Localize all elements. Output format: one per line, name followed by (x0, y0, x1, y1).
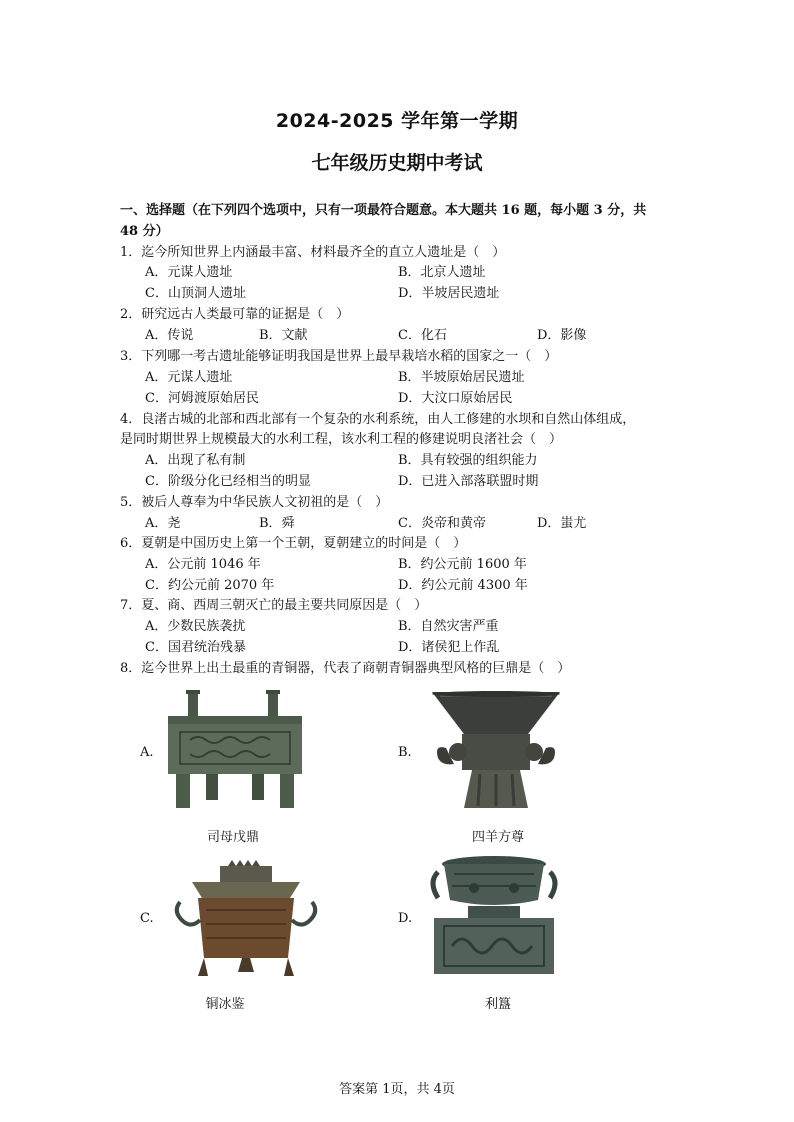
q7-option-a: A．少数民族袭扰 (145, 619, 246, 634)
question-1-stem: 1．迄今所知世界上内涵最丰富、材料最齐全的直立人遗址是（ ） (120, 245, 506, 260)
q1-option-b: B．北京人遗址 (398, 265, 486, 280)
q6-option-d: D．约公元前 4300 年 (398, 578, 528, 593)
q3-option-c: C．河姆渡原始居民 (145, 391, 259, 406)
q3-option-b: B．半坡原始居民遗址 (398, 370, 525, 385)
q8-caption-a: 司母戊鼎 (206, 830, 259, 845)
q7-option-d: D．诸侯犯上作乱 (398, 640, 500, 655)
q2-option-c: C．化石 (398, 328, 447, 343)
section-heading-line2: 48 分） (120, 224, 169, 239)
q2-option-b: B．文献 (259, 328, 308, 343)
bronze-jian-icon (170, 858, 322, 986)
q1-option-c: C．山顶洞人遗址 (145, 286, 246, 301)
page-title: 2024-2025 学年第一学期 (275, 110, 519, 132)
q6-option-c: C．约公元前 2070 年 (145, 578, 275, 593)
q1-option-d: D．半坡居民遗址 (398, 286, 500, 301)
question-2-stem: 2．研究远古人类最可靠的证据是（ ） (120, 307, 350, 322)
q4-option-a: A．出现了私有制 (145, 453, 246, 468)
q4-option-b: B．具有较强的组织能力 (398, 453, 538, 468)
q8-option-b-letter: B. (398, 745, 412, 760)
bronze-ding-icon (160, 688, 310, 816)
question-5-stem: 5．被后人尊奉为中华民族人文初祖的是（ ） (120, 495, 389, 510)
question-6-stem: 6．夏朝是中国历史上第一个王朝，夏朝建立的时间是（ ） (120, 536, 467, 551)
question-4-stem: 4．良渚古城的北部和西北部有一个复杂的水利系统，由人工修建的水坝和自然山体组成， (120, 412, 636, 427)
q6-option-a: A．公元前 1046 年 (145, 557, 261, 572)
q2-option-a: A．传说 (145, 328, 194, 343)
question-8-stem: 8．迄今世界上出土最重的青铜器，代表了商朝青铜器典型风格的巨鼎是（ ） (120, 661, 571, 676)
section-heading (120, 200, 680, 242)
page-subtitle: 七年级历史期中考试 (311, 152, 483, 174)
q8-option-c-letter: C. (140, 911, 154, 926)
bronze-gui-icon (428, 854, 566, 982)
q8-option-a-letter: A. (140, 745, 154, 760)
q3-option-d: D．大汶口原始居民 (398, 391, 513, 406)
section-heading-line1: 一、选择题（在下列四个选项中，只有一项最符合题意。本大题共 16 题，每小题 3 分，共 (120, 203, 647, 218)
question-4-stem-cont: 是同时期世界上规模最大的水利工程，该水利工程的修建说明良渚社会（ ） (120, 432, 563, 447)
q8-caption-d: 利簋 (484, 997, 511, 1012)
q8-caption-b: 四羊方尊 (471, 830, 524, 845)
bronze-zun-icon (428, 690, 564, 816)
q6-option-b: B．约公元前 1600 年 (398, 557, 527, 572)
q5-option-b: B．舜 (259, 516, 295, 531)
q7-option-c: C．国君统治残暴 (145, 640, 246, 655)
q8-caption-c: 铜冰鉴 (205, 997, 245, 1012)
question-3-stem: 3．下列哪一考古遗址能够证明我国是世界上最早栽培水稻的国家之一（ ） (120, 349, 558, 364)
q5-option-a: A．尧 (145, 516, 181, 531)
q2-option-d: D．影像 (537, 328, 587, 343)
q8-option-d-letter: D. (398, 911, 413, 926)
q3-option-a: A．元谋人遗址 (145, 370, 233, 385)
q4-option-d: D．已进入部落联盟时期 (398, 474, 539, 489)
q4-option-c: C．阶级分化已经相当的明显 (145, 474, 311, 489)
q7-option-b: B．自然灾害严重 (398, 619, 499, 634)
q1-option-a: A．元谋人遗址 (145, 265, 233, 280)
question-7-stem: 7．夏、商、西周三朝灭亡的最主要共同原因是（ ） (120, 598, 428, 613)
q5-option-c: C．炎帝和黄帝 (398, 516, 486, 531)
q5-option-d: D．蚩尤 (537, 516, 587, 531)
page-footer: 答案第 1页，共 4页 (339, 1082, 455, 1097)
